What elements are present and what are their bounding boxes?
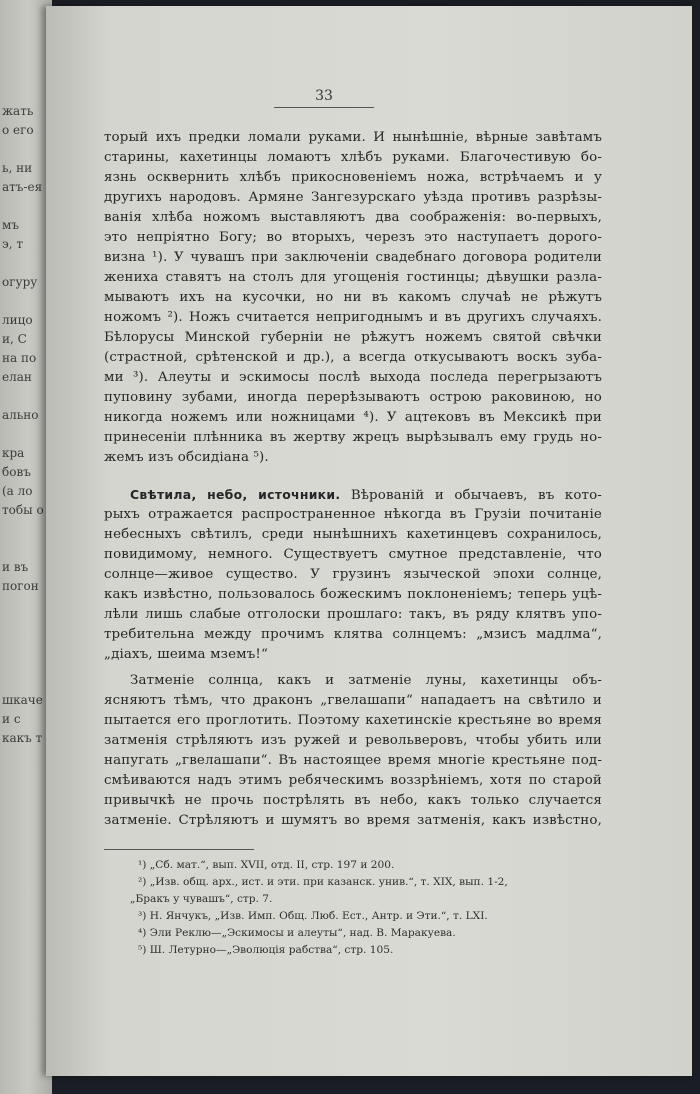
text-line: затменіе. Стрѣляютъ и шумятъ во время затменія, какъ извѣстно, bbox=[104, 813, 602, 828]
text-line: ванія хлѣба ножомъ выставляютъ два соображенія: во-первыхъ, bbox=[104, 210, 602, 225]
footnote: ³) Н. Янчукъ, „Изв. Имп. Общ. Люб. Ест., Антр. и Эти.“, т. LXI. bbox=[138, 910, 488, 922]
text-line: старины, кахетинцы ломаютъ хлѣбъ руками. Благочестивую бо- bbox=[104, 150, 602, 165]
text-line: пуповину зубами, иногда перерѣзываютъ острою раковиною, но bbox=[104, 390, 602, 405]
footnote: ⁵) Ш. Летурно—„Эволюція рабства“, стр. 105. bbox=[138, 944, 394, 956]
text-line: пытается его проглотить. Поэтому кахетинскіе крестьяне во время bbox=[104, 713, 602, 728]
text-line: рыхъ отражается распространенное нѣкогда въ Грузіи почитаніе bbox=[104, 507, 602, 522]
previous-page-fragment: погон bbox=[2, 579, 39, 593]
text-line: привычкѣ не прочь пострѣлять въ небо, какъ только случается bbox=[104, 793, 602, 808]
section-first-line bbox=[130, 485, 602, 505]
text-line: принесеніи плѣнника въ жертву жрецъ вырѣзывалъ ему грудь но- bbox=[104, 430, 602, 445]
footnote: ⁴) Эли Реклю—„Эскимосы и алеуты“, над. В. Маракуева. bbox=[138, 927, 456, 939]
previous-page-fragment: и въ bbox=[2, 560, 29, 574]
text-line: мываютъ ихъ на кусочки, но ни въ какомъ случаѣ не рѣжутъ bbox=[104, 290, 602, 305]
text-line: жениха ставятъ на столъ для угощенія гостинцы; дѣвушки разла- bbox=[104, 270, 602, 285]
previous-page-fragment: шкаче bbox=[2, 693, 43, 707]
text-line: язнь осквернить хлѣбъ прикосновеніемъ ножа, встрѣчаемъ и у bbox=[104, 170, 602, 185]
previous-page-fragment: э, т bbox=[2, 237, 23, 251]
footnote: ¹) „Сб. мат.“, вып. XVII, отд. II, стр. 197 и 200. bbox=[138, 859, 395, 871]
previous-page-fragment: жать bbox=[2, 104, 34, 118]
text-line: „діахъ, шеима мземъ!“ bbox=[104, 647, 268, 662]
previous-page-fragment: лицо bbox=[2, 313, 33, 327]
previous-page-fragment: мъ bbox=[2, 218, 19, 232]
footnote-rule bbox=[104, 849, 254, 850]
text-line: Затменіе солнца, какъ и затменіе луны, кахетинцы объ- bbox=[130, 673, 602, 688]
text-line: лѣли лишь слабые отголоски прошлаго: такъ, въ ряду клятвъ упо- bbox=[104, 607, 602, 622]
previous-page-fragment: на по bbox=[2, 351, 37, 365]
book-page bbox=[46, 6, 692, 1076]
text-line: это непріятно Богу; во вторыхъ, черезъ это наступаетъ дорого- bbox=[104, 230, 602, 245]
text-line: солнце—живое существо. У грузинъ языческой эпохи солнце, bbox=[104, 567, 602, 582]
section-heading: Свѣтила, небо, источники. bbox=[130, 487, 341, 502]
text-line: затменія стрѣляютъ изъ ружей и револьверовъ, чтобы убить или bbox=[104, 733, 602, 748]
text-line: смѣиваются надъ этимъ ребяческимъ воззрѣніемъ, хотя по старой bbox=[104, 773, 602, 788]
previous-page-fragment: какъ т bbox=[2, 731, 43, 745]
previous-page-fragment: (а ло bbox=[2, 484, 33, 498]
previous-page-fragment: кра bbox=[2, 446, 25, 460]
previous-page-fragment: и, С bbox=[2, 332, 27, 346]
text-line: жемъ изъ обсидіана ⁵). bbox=[104, 450, 269, 465]
text-line: какъ извѣстно, пользовалось божескимъ поклоненіемъ; теперь уцѣ- bbox=[104, 587, 602, 602]
text-line: ясняютъ тѣмъ, что драконъ „гвелашапи“ нападаетъ на свѣтило и bbox=[104, 693, 602, 708]
previous-page-fragment: атъ-ея bbox=[2, 180, 43, 194]
text-line: напугать „гвелашапи“. Въ настоящее время многіе крестьяне под- bbox=[104, 753, 602, 768]
page-number: 33 bbox=[315, 88, 333, 104]
previous-page-fragment: ь, ни bbox=[2, 161, 33, 175]
footnote: „Бракъ у чувашъ“, стр. 7. bbox=[130, 893, 273, 905]
previous-page-fragment: о его bbox=[2, 123, 34, 137]
text-line: визна ¹). У чувашъ при заключеніи свадебнаго договора родители bbox=[104, 250, 602, 265]
previous-page-fragment: тобы о bbox=[2, 503, 44, 517]
text-line: (страстной, срѣтенской и др.), а всегда откусываютъ воскъ зуба- bbox=[104, 350, 602, 365]
text-line: ножомъ ²). Ножъ считается непригоднымъ и въ другихъ случаяхъ. bbox=[104, 310, 602, 325]
text-line: небесныхъ свѣтилъ, среди нынѣшнихъ кахетинцевъ сохранилось, bbox=[104, 527, 602, 542]
previous-page-fragment: бовъ bbox=[2, 465, 31, 479]
text-line: Бѣлорусы Минской губерніи не рѣжутъ ножемъ святой свѣчки bbox=[104, 330, 602, 345]
page-number-rule bbox=[274, 107, 374, 108]
text-line: никогда ножемъ или ножницами ⁴). У ацтековъ въ Мексикѣ при bbox=[104, 410, 602, 425]
footnote: ²) „Изв. общ. арх., ист. и эти. при казанск. унив.“, т. XIX, вып. 1-2, bbox=[138, 876, 508, 888]
previous-page-fragment: ально bbox=[2, 408, 39, 422]
previous-page-fragment: огуру bbox=[2, 275, 38, 289]
text-line: требительна между прочимъ клятва солнцемъ: „мзисъ мадлма“, bbox=[104, 627, 602, 642]
previous-page-edge bbox=[0, 0, 52, 1094]
text-line: другихъ народовъ. Армяне Зангезурскаго уѣзда противъ разрѣзы- bbox=[104, 190, 602, 205]
text-line: повидимому, немного. Существуетъ смутное представленіе, что bbox=[104, 547, 602, 562]
previous-page-fragment: елан bbox=[2, 370, 32, 384]
previous-page-fragment: и с bbox=[2, 712, 21, 726]
text-line: ми ³). Алеуты и эскимосы послѣ выхода последа перегрызаютъ bbox=[104, 370, 602, 385]
text-line: торый ихъ предки ломали руками. И нынѣшніе, вѣрные завѣтамъ bbox=[104, 130, 602, 145]
section-line-text: Вѣрованій и обычаевъ, въ кото- bbox=[350, 488, 602, 503]
